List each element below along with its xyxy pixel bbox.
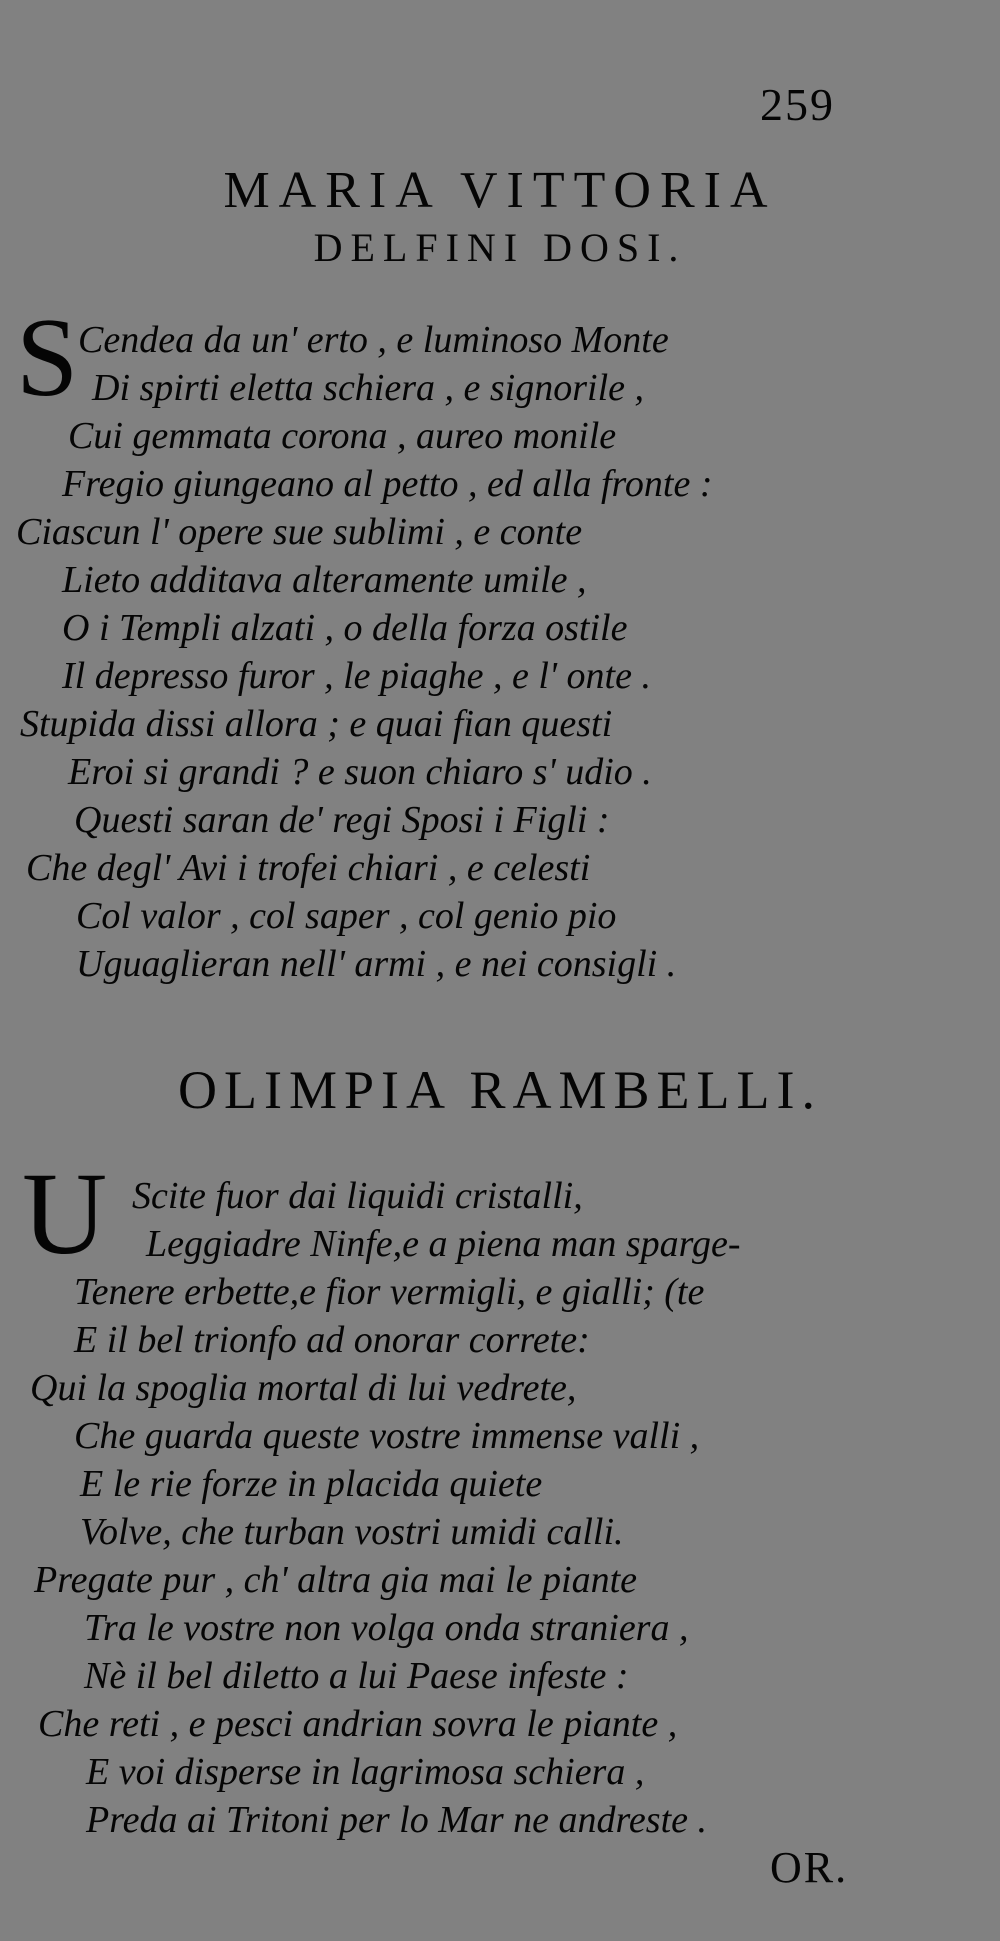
poem-line: Preda ai Tritoni per lo Mar ne andreste . bbox=[86, 1799, 707, 1841]
poem-line: Leggiadre Ninfe,e a piena man sparge- bbox=[146, 1223, 741, 1265]
poem-line: Che reti , e pesci andrian sovra le piante , bbox=[38, 1703, 678, 1745]
poem-line: Il depresso furor , le piaghe , e l' onte . bbox=[62, 655, 651, 697]
poem-line: Ciascun l' opere sue sublimi , e conte bbox=[16, 511, 583, 553]
poem-line: Qui la spoglia mortal di lui vedrete, bbox=[30, 1367, 577, 1409]
poem-line: Scite fuor dai liquidi cristalli, bbox=[132, 1175, 583, 1217]
poem-line: E le rie forze in placida quiete bbox=[80, 1463, 543, 1505]
catchword: OR. bbox=[770, 1843, 849, 1892]
poem-line: Cui gemmata corona , aureo monile bbox=[68, 415, 617, 457]
poem-line: E voi disperse in lagrimosa schiera , bbox=[86, 1751, 645, 1793]
section2-drop-cap: U bbox=[22, 1148, 108, 1279]
poem-line: Nè il bel diletto a lui Paese infeste : bbox=[84, 1655, 629, 1697]
poem-line: Che guarda queste vostre immense valli , bbox=[74, 1415, 700, 1457]
section1-title-line2: DELFINI DOSI. bbox=[313, 225, 687, 270]
poem-line: Fregio giungeano al petto , ed alla fronte : bbox=[62, 463, 713, 505]
poem-line: O i Templi alzati , o della forza ostile bbox=[62, 607, 628, 649]
poem-line: Tenere erbette,e fior vermigli, e gialli; (te bbox=[74, 1271, 705, 1313]
poem-line: Col valor , col saper , col genio pio bbox=[76, 895, 617, 937]
poem-line: Stupida dissi allora ; e quai fian questi bbox=[20, 703, 613, 745]
poem-line: Uguaglieran nell' armi , e nei consigli . bbox=[76, 943, 677, 985]
page-number: 259 bbox=[760, 79, 835, 130]
section1-drop-cap: S bbox=[16, 296, 79, 420]
poem-line: Cendea da un' erto , e luminoso Monte bbox=[78, 319, 669, 361]
poem-line: Tra le vostre non volga onda straniera , bbox=[84, 1607, 689, 1649]
poem-line: Che degl' Avi i trofei chiari , e celesti bbox=[26, 847, 591, 889]
poem-line: Questi saran de' regi Sposi i Figli : bbox=[74, 799, 610, 841]
section2-title: OLIMPIA RAMBELLI. bbox=[178, 1060, 822, 1120]
poem-line: Di spirti eletta schiera , e signorile , bbox=[92, 367, 645, 409]
poem-line: Eroi si grandi ? e suon chiaro s' udio . bbox=[68, 751, 652, 793]
poem-line: Lieto additava alteramente umile , bbox=[62, 559, 587, 601]
poem-line: Volve, che turban vostri umidi calli. bbox=[80, 1511, 624, 1553]
section1-title-line1: MARIA VITTORIA bbox=[223, 162, 777, 219]
poem-line: Pregate pur , ch' altra gia mai le piante bbox=[34, 1559, 638, 1601]
poem-line: E il bel trionfo ad onorar correte: bbox=[74, 1319, 590, 1361]
